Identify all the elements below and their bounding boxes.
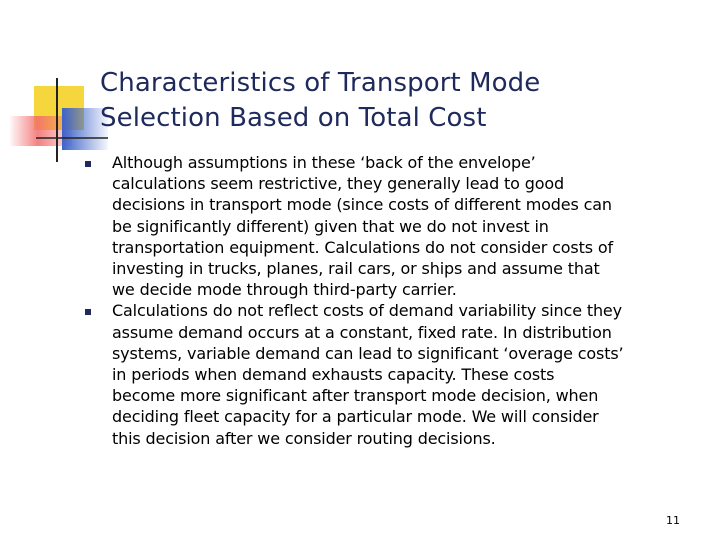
- slide-title-line: Selection Based on Total Cost: [100, 103, 487, 133]
- square-bullet-icon: [85, 161, 91, 167]
- bullet-text-line: deciding fleet capacity for a particular mode. We will consider: [112, 407, 599, 427]
- bullet-text-line: decisions in transport mode (since costs of different modes can: [112, 195, 612, 215]
- bullet-list: [112, 152, 692, 449]
- bullet-text-line: calculations seem restrictive, they generally lead to good: [112, 174, 565, 194]
- slide-title: [100, 66, 680, 136]
- slide-title-line: Characteristics of Transport Mode: [100, 68, 541, 98]
- bullet-text-line: Calculations do not reflect costs of demand variability since they: [112, 301, 622, 321]
- page-number: 11: [666, 514, 680, 527]
- bullet-text-line: become more significant after transport mode decision, when: [112, 386, 599, 406]
- bullet-text-line: assume demand occurs at a constant, fixed rate. In distribution: [112, 322, 612, 342]
- bullet-text-line: transportation equipment. Calculations do not consider costs of: [112, 237, 613, 257]
- bullet-text-line: in periods when demand exhausts capacity. These costs: [112, 365, 555, 385]
- square-bullet-icon: [85, 309, 91, 315]
- bullet-text-line: investing in trucks, planes, rail cars, or ships and assume that: [112, 259, 600, 279]
- bullet-text-line: this decision after we consider routing decisions.: [112, 428, 496, 448]
- bullet-text-line: systems, variable demand can lead to significant ‘overage costs’: [112, 343, 624, 363]
- bullet-text-line: we decide mode through third-party carrier.: [112, 280, 457, 300]
- bullet-item: [112, 300, 692, 448]
- bullet-text-line: Although assumptions in these ‘back of the envelope’: [112, 153, 536, 172]
- title-decoration-graphic: [0, 0, 110, 170]
- bullet-item: [112, 152, 692, 300]
- bullet-text-line: be significantly different) given that we do not invest in: [112, 216, 549, 236]
